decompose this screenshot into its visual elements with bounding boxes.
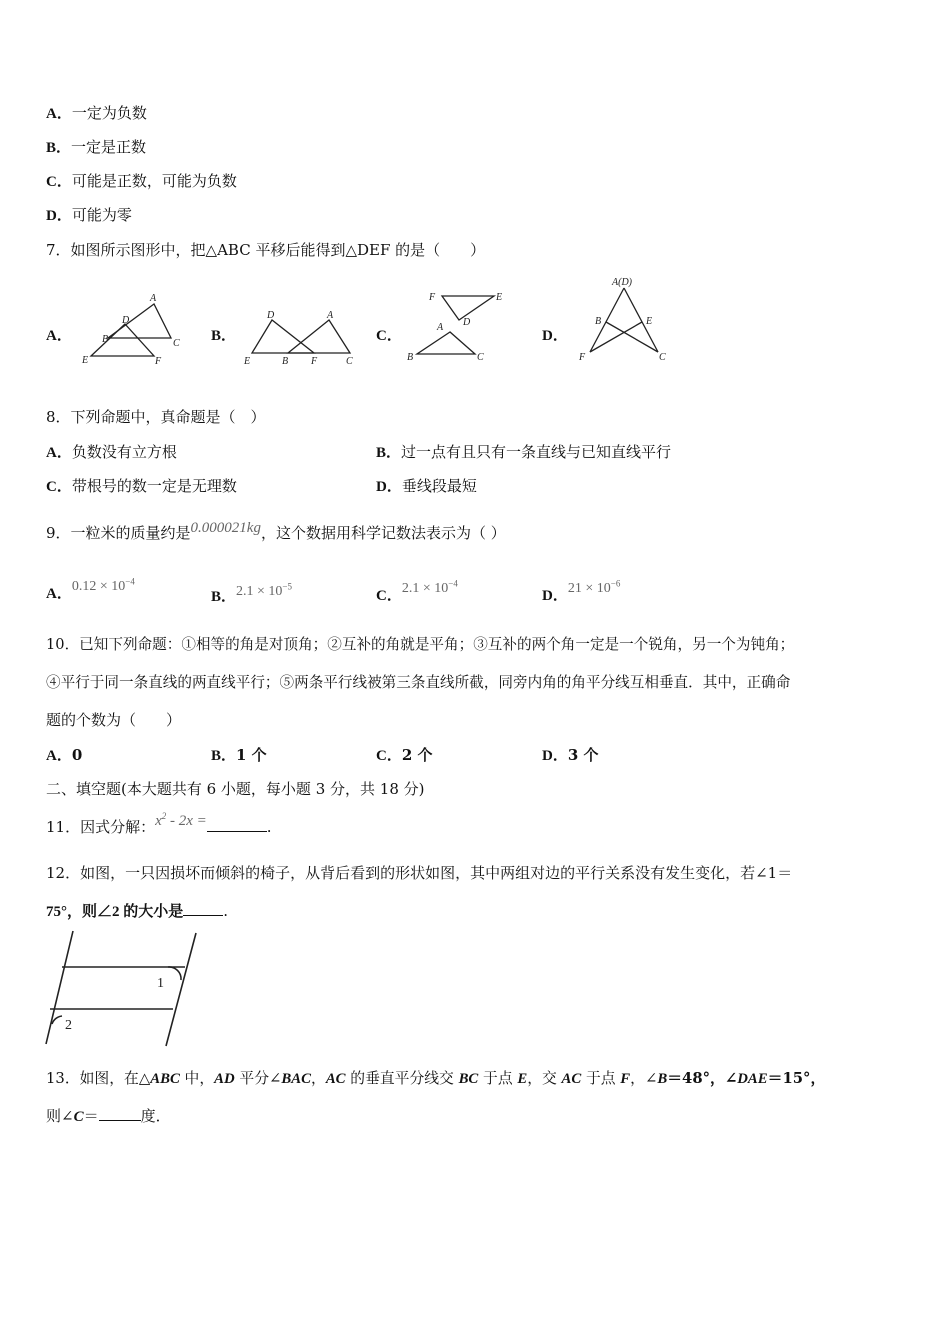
label-e: E [496, 292, 503, 303]
mantissa: 0.12 × 10 [71, 579, 126, 594]
label-b: B [595, 316, 602, 327]
label-f: F [311, 356, 318, 367]
option-text: 0 [71, 746, 83, 764]
t: AC [325, 1071, 346, 1087]
option-text: 3 个 [567, 746, 599, 764]
exponent: −4 [125, 576, 135, 587]
q12-line-2 [46, 900, 228, 921]
t: AD [214, 1071, 235, 1087]
label-f: F [155, 356, 162, 367]
q10-option-a [46, 744, 82, 765]
q8-question: 8．下列命题中，真命题是（ ） [46, 408, 266, 426]
q9-option-c [376, 578, 458, 605]
answer-blank[interactable] [99, 1106, 141, 1121]
section-title-fill-in: 二、填空题(本大题共有 6 小题，每小题 3 分，共 18 分) [46, 780, 425, 798]
exponent: 2 [161, 811, 167, 821]
q9-option-d [542, 578, 621, 605]
q9-value: 0.000021kg [190, 520, 261, 536]
q10-option-b [211, 744, 267, 765]
q7-option-c-letter: C． [376, 328, 402, 344]
q10-line-2: ④平行于同一条直线的两直线平行；⑤两条平行线被第三条直线所截，同旁内角的角平分线互相垂直．其中，正确命 [46, 674, 791, 691]
q10-line-1: 10．已知下列命题：①相等的角是对顶角；②互补的角就是平角；③互补的两个角一定是一个锐角，另一个为钝角； [46, 636, 795, 653]
q6-option-b [46, 136, 146, 157]
option-letter: A． [46, 445, 72, 461]
q8-option-d [376, 475, 477, 496]
option-letter: A． [46, 748, 72, 764]
t: B [657, 1071, 668, 1087]
label-f: F [429, 292, 436, 303]
label-b: B [102, 334, 109, 345]
period: . [223, 902, 229, 920]
q7-option-d-letter: D． [542, 328, 568, 344]
option-text: 2 个 [401, 746, 433, 764]
t: AC [561, 1071, 582, 1087]
q10-line-3: 题的个数为（ ） [46, 711, 182, 729]
t: 则∠ [46, 1107, 74, 1125]
t: ， [311, 1070, 326, 1087]
q9-question [46, 522, 506, 543]
q11-expression [155, 813, 207, 829]
option-text: 过一点有且只有一条直线与已知直线平行 [401, 443, 672, 461]
t: BAC [281, 1071, 311, 1087]
mantissa: 2.1 × 10 [236, 584, 283, 599]
q6-option-d [46, 204, 132, 225]
t: 中， [179, 1070, 215, 1087]
label-c: C [346, 356, 353, 367]
q11-text: 11．因式分解： [46, 818, 156, 836]
t: 度． [140, 1107, 171, 1125]
option-letter: C． [46, 174, 72, 190]
label-a-d: A(D) [612, 277, 632, 288]
q7-figure-d [572, 272, 672, 368]
option-text: 垂线段最短 [401, 477, 477, 495]
q13-line-1 [46, 1067, 825, 1088]
option-text: 负数没有立方根 [71, 443, 177, 461]
answer-blank[interactable] [183, 901, 223, 916]
option-math [236, 581, 292, 599]
label-c: C [659, 352, 666, 363]
t: F [620, 1071, 631, 1087]
q9-option-a [46, 576, 135, 603]
t: ＝15°， [767, 1070, 826, 1087]
option-letter: C． [376, 588, 402, 604]
exponent: −6 [610, 578, 621, 589]
option-text: 可能为零 [71, 206, 132, 224]
q7-figure-b [240, 305, 365, 370]
option-letter: B． [376, 445, 402, 461]
q7-option-b-letter: B． [211, 328, 237, 344]
option-text: 一定是正数 [71, 138, 147, 156]
q7-figure-c [400, 283, 510, 368]
t: 平分∠ [234, 1070, 282, 1087]
expr-rest: - 2x = [166, 813, 207, 829]
option-text: 可能是正数，可能为负数 [71, 172, 237, 190]
q11-question [46, 811, 272, 837]
t: E [517, 1071, 528, 1087]
option-letter: D． [542, 588, 568, 604]
q6-option-a [46, 102, 147, 123]
t: BC [458, 1071, 479, 1087]
q10-option-c [376, 744, 433, 765]
t: 的垂直平分线交 [345, 1070, 459, 1087]
exponent: −5 [282, 581, 292, 592]
label-b: B [282, 356, 289, 367]
option-letter: D． [542, 748, 568, 764]
t: ，∠ [630, 1070, 658, 1087]
option-math [401, 578, 458, 596]
label-d: D [122, 315, 130, 326]
label-c: C [477, 352, 484, 363]
q8-option-b [376, 441, 671, 462]
q9-text-after: ，这个数据用科学记数法表示为（ ） [260, 524, 506, 542]
q12-chair-figure [40, 926, 205, 1052]
mantissa: 2.1 × 10 [401, 581, 449, 596]
var-x: x [155, 813, 162, 829]
answer-blank[interactable] [207, 817, 267, 832]
q7-option-a-letter: A． [46, 328, 72, 344]
option-letter: D． [376, 479, 402, 495]
t: ABC [150, 1071, 180, 1087]
option-text: 1 个 [236, 746, 267, 764]
q12-text: 75°，则∠2 的大小是 [46, 904, 184, 920]
q10-option-d [542, 744, 599, 765]
q13-line-2 [46, 1105, 171, 1126]
option-letter: C． [46, 479, 72, 495]
q8-option-a [46, 441, 177, 462]
label-f: F [579, 352, 586, 363]
t: 13．如图，在△ [46, 1070, 151, 1087]
option-letter: B． [46, 140, 72, 156]
label-c: C [173, 338, 180, 349]
label-a: A [150, 293, 157, 304]
q7-figure-a [78, 288, 188, 370]
t: ，交 [527, 1070, 562, 1087]
t: 于点 [581, 1070, 621, 1087]
label-e: E [244, 356, 251, 367]
q8-option-c [46, 475, 237, 496]
exponent: −4 [448, 578, 458, 589]
q6-option-c [46, 170, 237, 191]
option-text: 带根号的数一定是无理数 [71, 477, 237, 495]
option-letter: C． [376, 748, 402, 764]
t: 于点 [478, 1070, 518, 1087]
q12-line-1: 12．如图，一只因损坏而倾斜的椅子，从背后看到的形状如图，其中两组对边的平行关系没有发生变化，若∠1＝ [46, 864, 793, 882]
t: C [73, 1109, 84, 1125]
option-math [71, 576, 135, 594]
label-a: A [327, 310, 334, 321]
option-letter: B． [211, 748, 237, 764]
angle-1-label: 1 [157, 976, 164, 991]
option-letter: D． [46, 208, 72, 224]
label-d: D [463, 317, 471, 328]
label-d: D [267, 310, 275, 321]
mantissa: 21 × 10 [567, 581, 611, 596]
option-letter: B． [211, 589, 237, 605]
label-b: B [407, 352, 414, 363]
option-letter: A． [46, 586, 72, 602]
label-a: A [437, 322, 444, 333]
q9-option-b [211, 581, 292, 606]
option-letter: A． [46, 106, 72, 122]
option-math [567, 578, 621, 596]
option-text: 一定为负数 [71, 104, 147, 122]
t: ＝48°，∠ [667, 1070, 738, 1087]
q9-text-before: 9．一粒米的质量约是 [46, 524, 191, 542]
period: . [266, 818, 272, 836]
t: DAE [737, 1071, 768, 1087]
label-e: E [646, 316, 653, 327]
q7-question: 7．如图所示图形中，把△ABC 平移后能得到△DEF 的是（ ） [46, 241, 486, 259]
angle-2-label: 2 [65, 1018, 72, 1033]
t: ＝ [83, 1107, 99, 1125]
label-e: E [82, 355, 89, 366]
